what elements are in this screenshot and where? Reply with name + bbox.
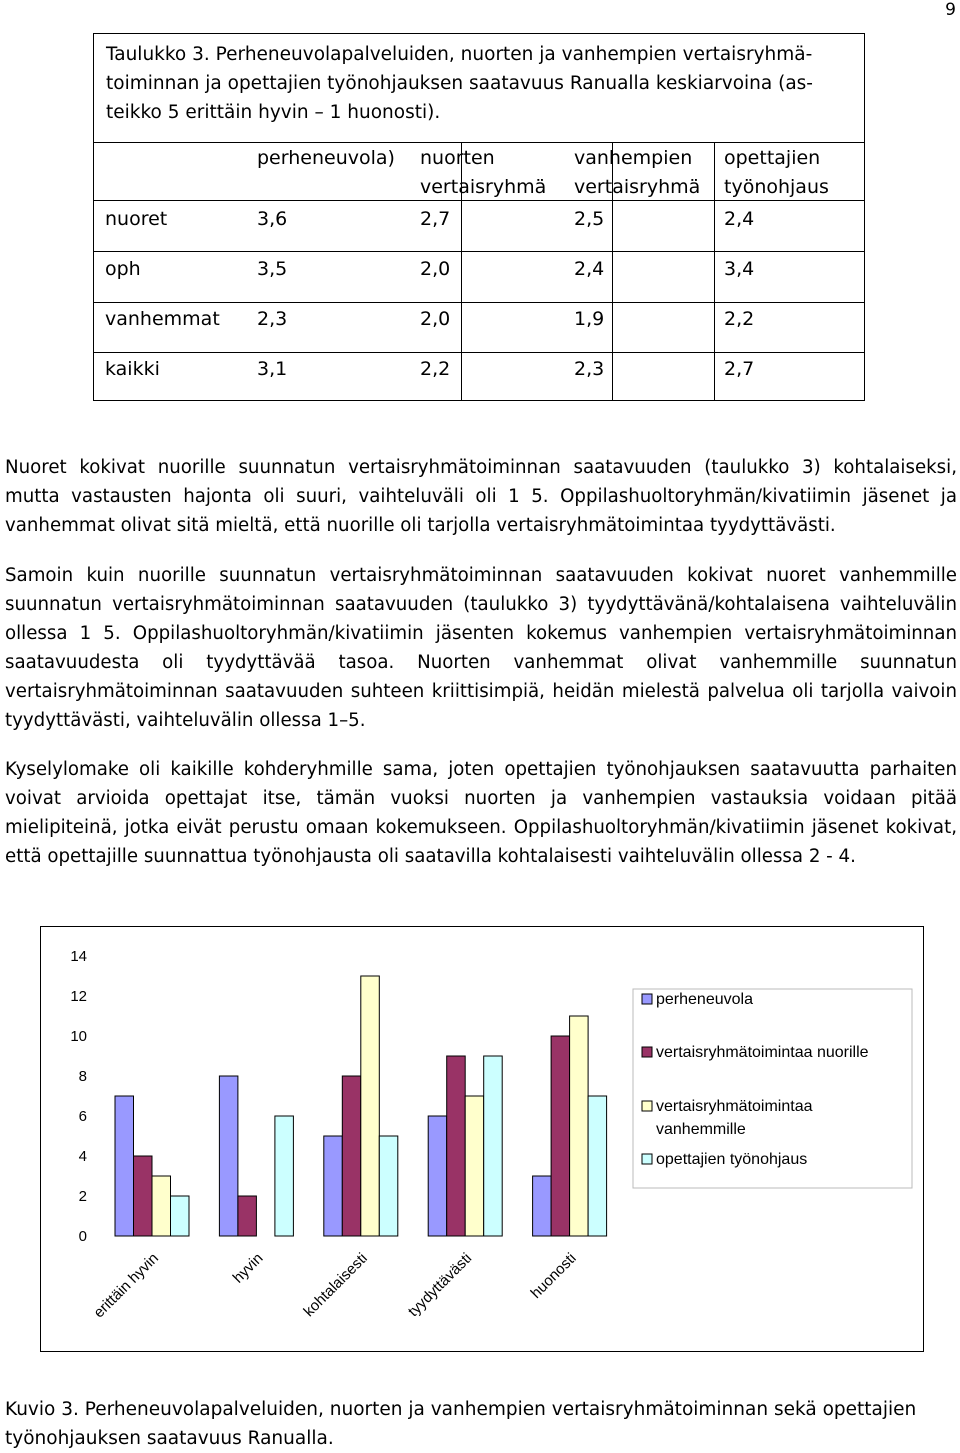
table-cell: 2,2 (724, 308, 755, 330)
legend-swatch (642, 994, 652, 1004)
header-perheneuvola: perheneuvola) (257, 147, 395, 169)
header-opettajien-tyonohjaus: opettajien työnohjaus (724, 147, 829, 198)
table-cell: 3,5 (257, 258, 288, 280)
bar (428, 1116, 447, 1236)
y-tick-label: 14 (70, 948, 87, 965)
table-3 (93, 33, 865, 401)
header-nuorten-vertaisryhma: nuorten vertaisryhmä (420, 147, 547, 198)
table-cell: 3,4 (724, 258, 755, 280)
bar (447, 1056, 466, 1236)
page-number: 9 (945, 0, 956, 20)
bar (570, 1016, 589, 1236)
legend-swatch (642, 1101, 652, 1111)
bar (379, 1136, 398, 1236)
bar (275, 1116, 294, 1236)
bar (134, 1156, 153, 1236)
row-label-vanhemmat: vanhemmat (105, 308, 220, 330)
x-tick-label: hyvin (229, 1249, 267, 1287)
table-cell: 2,0 (420, 258, 451, 280)
bar (588, 1096, 607, 1236)
bar (238, 1196, 257, 1236)
table-cell: 2,7 (420, 208, 451, 230)
row-label-kaikki: kaikki (105, 358, 160, 380)
caption-line: Taulukko 3. Perheneuvolapalveluiden, nuorten ja vanhempien vertaisryhmä- (106, 44, 813, 65)
bar (342, 1076, 361, 1236)
x-tick-label: huonosti (527, 1249, 580, 1302)
caption-line: teikko 5 erittäin hyvin – 1 huonosti). (106, 102, 441, 123)
legend-label: perheneuvola (656, 991, 753, 1008)
paragraph-3: Kyselylomake oli kaikille kohderyhmille sama, joten opettajien työnohjauksen saatavuutta parhaiten voivat arvioida opettajat itse, tämän vuoksi nuorten ja vanhempien vastauksia voidaan pitää mielipiteinä, jotka eivät perustu omaan kokemukseen. Oppilashuoltoryhmän/kivatiimin jäsenet kokivat, että opettajille suunnattua työnohjausta oli saatavilla kohtalaisesti vaihteluvälin ollessa 2 - 4. (5, 759, 957, 867)
x-tick-label: kohtalaisesti (300, 1249, 371, 1321)
y-tick-label: 2 (78, 1188, 87, 1205)
legend-swatch (642, 1047, 652, 1057)
y-tick-label: 0 (78, 1228, 87, 1245)
table-cell: 3,6 (257, 208, 288, 230)
table-cell: 1,9 (574, 308, 605, 330)
bar (551, 1036, 570, 1236)
row-label-nuoret: nuoret (105, 208, 168, 230)
table-cell: 2,5 (574, 208, 605, 230)
legend-label: opettajien työnohjaus (656, 1151, 808, 1168)
bar (465, 1096, 484, 1236)
bar (361, 976, 380, 1236)
paragraph-1: Nuoret kokivat nuorille suunnatun vertaisryhmätoiminnan saatavuuden (taulukko 3) kohtalaiseksi, mutta vastausten hajonta oli suuri, vaihteluväli oli 1 5. Oppilashuoltoryhmän/kivatiimin jäsenet ja vanhemmat olivat sitä mieltä, että nuorille oli tarjolla vertaisryhmätoimintaa tyydyttävästi. (5, 457, 957, 536)
table-cell: 2,3 (574, 358, 605, 380)
figure-caption: Kuvio 3. Perheneuvolapalveluiden, nuorten ja vanhempien vertaisryhmätoiminnan sekä opettajien työnohjauksen saatavuus Ranualla. (5, 1399, 917, 1449)
y-tick-label: 10 (70, 1028, 87, 1045)
bar-chart (40, 926, 924, 1352)
table-cell: 2,4 (574, 258, 605, 280)
header-vanhempien-vertaisryhma: vanhempien vertaisryhmä (574, 147, 701, 198)
table-cell: 3,1 (257, 358, 288, 380)
row-label-oph: oph (105, 258, 141, 280)
table-cell: 2,7 (724, 358, 755, 380)
bar (219, 1076, 238, 1236)
table-grid (94, 143, 864, 401)
bar (171, 1196, 190, 1236)
bar (152, 1176, 171, 1236)
legend-label: vanhemmille (656, 1121, 746, 1138)
table-cell: 2,0 (420, 308, 451, 330)
x-tick-label: erittäin hyvin (90, 1249, 163, 1322)
table-cell: 2,4 (724, 208, 755, 230)
legend-swatch (642, 1154, 652, 1164)
caption-line: toiminnan ja opettajien työnohjauksen saatavuus Ranualla keskiarvoina (as- (106, 73, 813, 94)
y-tick-label: 12 (70, 988, 87, 1005)
paragraph-2: Samoin kuin nuorille suunnatun vertaisryhmätoiminnan saatavuuden kokivat nuoret vanhemmille suunnatun vertaisryhmätoiminnan saatavuuden (taulukko 3) tyydyttävänä/kohtalaisena vaihteluvälin ollessa 1 5. Oppilashuoltoryhmän/kivatiimin jäsenten kokemus vanhempien vertaisryhmätoiminnan saatavuudesta oli tyydyttävää tasoa. Nuorten vanhemmat olivat vanhemmille suunnatun vertaisryhmätoiminnan saatavuuden suhteen kriittisimpiä, heidän mielestä palvelua oli tarjolla vaivoin tyydyttävästi, vaihteluvälin ollessa 1–5. (5, 565, 957, 731)
y-tick-label: 4 (78, 1148, 87, 1165)
bar (324, 1136, 343, 1236)
y-tick-label: 8 (78, 1068, 87, 1085)
table-cell: 2,3 (257, 308, 288, 330)
x-tick-label: tyydyttävästi (404, 1249, 476, 1321)
legend-label: vertaisryhmätoimintaa nuorille (656, 1044, 869, 1061)
table-cell: 2,2 (420, 358, 451, 380)
table-caption (94, 34, 864, 143)
bar (484, 1056, 503, 1236)
bar (533, 1176, 552, 1236)
legend-label: vertaisryhmätoimintaa (656, 1098, 813, 1115)
y-tick-label: 6 (78, 1108, 87, 1125)
chart-svg (41, 927, 923, 1351)
bar (115, 1096, 134, 1236)
